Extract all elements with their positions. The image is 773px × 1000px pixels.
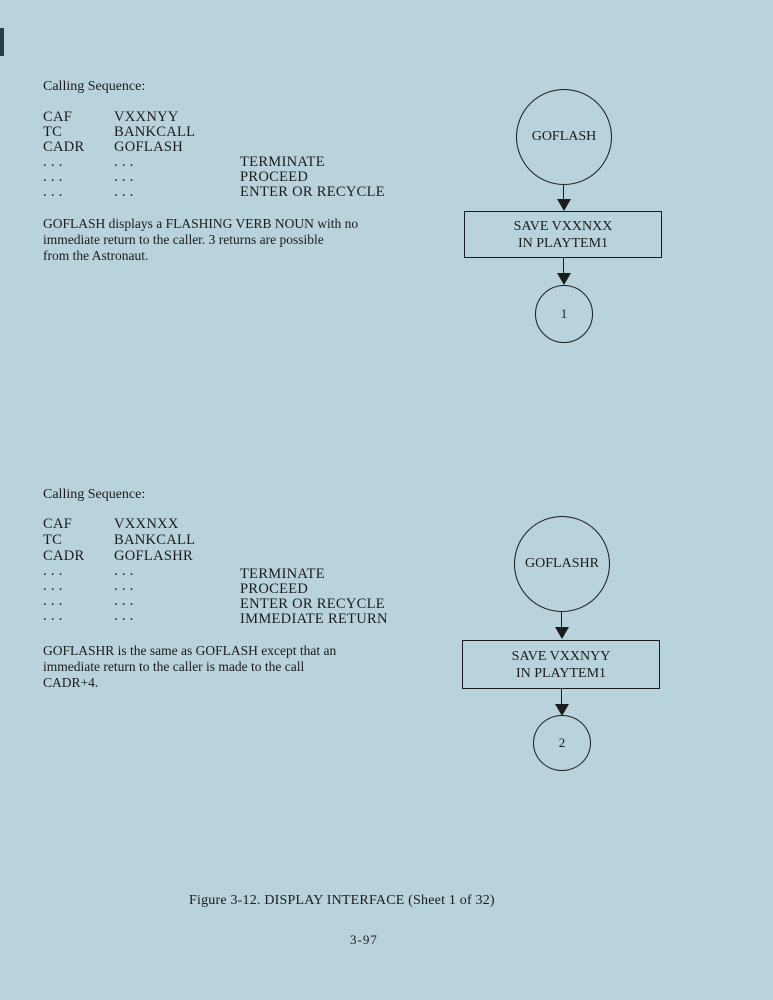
seq2-row5-col2: . . .	[114, 578, 134, 594]
flow2-connector-circle	[533, 715, 591, 771]
seq1-row1-col1: CAF	[43, 109, 73, 125]
description-line-2-3: CADR+4.	[43, 675, 99, 690]
flow1-arrow-2	[557, 273, 571, 285]
seq1-row4-col1: . . .	[43, 154, 63, 170]
description-line-1-1: GOFLASH displays a FLASHING VERB NOUN with no	[43, 216, 359, 231]
seq2-row6-col2: . . .	[114, 593, 134, 609]
seq2-row6-col1: . . .	[43, 593, 63, 609]
flow1-connector-label: 1	[560, 306, 568, 321]
flow2-box-line-1: SAVE VXXNYY	[511, 648, 611, 664]
seq2-row5-col1: . . .	[43, 578, 63, 594]
description-line-2-2: immediate return to the caller is made to the call	[43, 659, 305, 674]
seq1-row3-col2: GOFLASH	[114, 139, 183, 155]
flow2-line-1	[561, 612, 562, 628]
page-edge-mark	[0, 28, 4, 56]
seq1-row5-col1: . . .	[43, 169, 63, 185]
flow1-start-label: GOFLASH	[531, 129, 597, 144]
seq2-row3-col1: CADR	[43, 548, 85, 564]
seq2-row2-col1: TC	[43, 532, 63, 548]
seq1-row5-col3: PROCEED	[240, 169, 309, 185]
seq1-row2-col2: BANKCALL	[114, 124, 196, 140]
flow2-box-line-2: IN PLAYTEM1	[515, 665, 607, 681]
seq2-row5-col3: PROCEED	[240, 581, 309, 597]
flow2-connector-label: 2	[558, 735, 566, 750]
seq1-row6-col1: . . .	[43, 184, 63, 200]
seq2-row1-col2: VXXNXX	[114, 516, 179, 532]
flow2-arrow-1	[555, 627, 569, 639]
seq1-row2-col1: TC	[43, 124, 63, 140]
flow1-arrow-1	[557, 199, 571, 211]
description-line-2-1: GOFLASHR is the same as GOFLASH except that an	[43, 643, 337, 658]
page-number: 3-97	[350, 932, 378, 947]
flow1-process-box	[464, 211, 662, 258]
flow1-connector-circle	[535, 285, 593, 343]
seq1-row6-col3: ENTER OR RECYCLE	[240, 184, 385, 200]
seq1-row1-col2: VXXNYY	[114, 109, 179, 125]
flow2-process-box	[462, 640, 660, 689]
flow1-line-2	[563, 258, 564, 274]
flow1-box-line-2: IN PLAYTEM1	[517, 235, 609, 251]
description-line-1-2: immediate return to the caller. 3 returns are possible	[43, 232, 324, 247]
flow2-start-label: GOFLASHR	[525, 556, 599, 571]
flow2-line-2	[561, 689, 562, 705]
seq2-row7-col1: . . .	[43, 608, 63, 624]
flow2-start-circle	[514, 516, 610, 612]
seq2-row4-col1: . . .	[43, 563, 63, 579]
seq2-row7-col3: IMMEDIATE RETURN	[240, 611, 388, 627]
seq1-row5-col2: . . .	[114, 169, 134, 185]
seq2-row2-col2: BANKCALL	[114, 532, 196, 548]
seq2-row7-col2: . . .	[114, 608, 134, 624]
figure-caption: Figure 3-12. DISPLAY INTERFACE (Sheet 1 of 32)	[189, 893, 495, 908]
seq2-row1-col1: CAF	[43, 516, 73, 532]
calling-sequence-heading-1: Calling Sequence:	[43, 79, 146, 94]
calling-sequence-heading-2: Calling Sequence:	[43, 487, 146, 502]
seq2-row3-col2: GOFLASHR	[114, 548, 193, 564]
seq2-row4-col2: . . .	[114, 563, 134, 579]
flow1-box-line-1: SAVE VXXNXX	[513, 218, 613, 234]
flow1-start-circle	[516, 89, 612, 185]
seq1-row4-col2: . . .	[114, 154, 134, 170]
seq2-row6-col3: ENTER OR RECYCLE	[240, 596, 385, 612]
description-line-1-3: from the Astronaut.	[43, 248, 149, 263]
seq1-row4-col3: TERMINATE	[240, 154, 325, 170]
seq1-row3-col1: CADR	[43, 139, 85, 155]
seq1-row6-col2: . . .	[114, 184, 134, 200]
seq2-row4-col3: TERMINATE	[240, 566, 325, 582]
